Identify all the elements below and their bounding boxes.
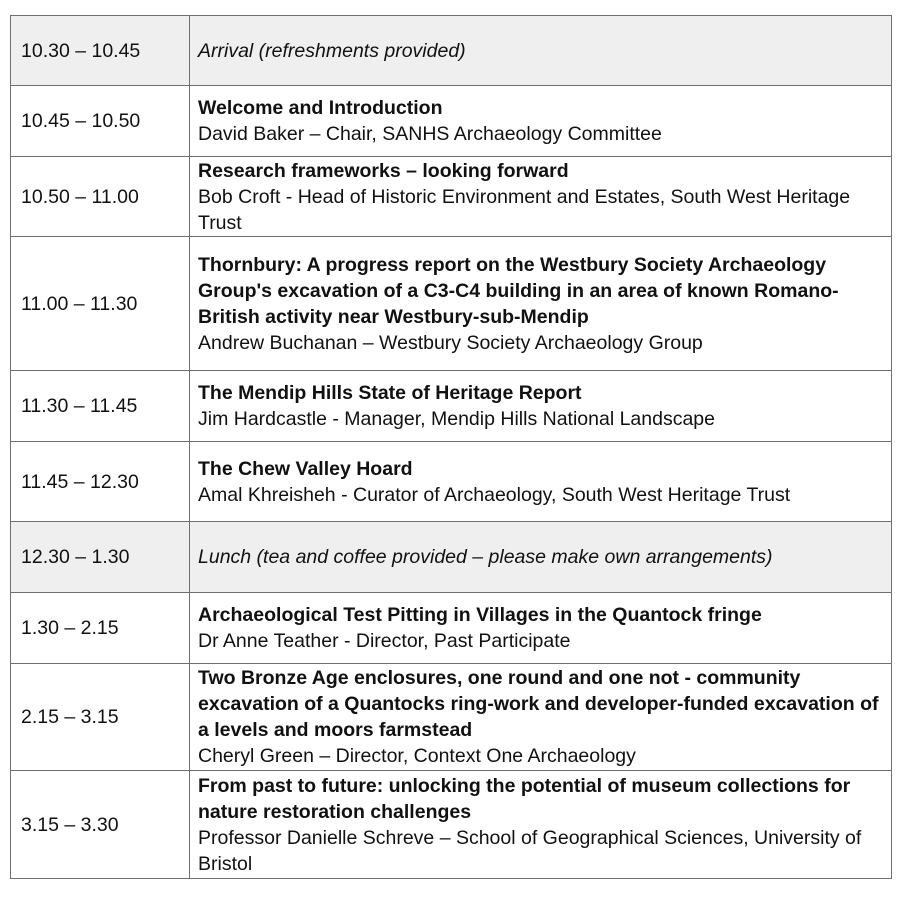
session-title: Research frameworks – looking forward: [198, 159, 569, 182]
table-row: [11, 771, 892, 879]
time-cell: 10.50 – 11.00: [11, 157, 190, 237]
session-title: Two Bronze Age enclosures, one round and one not - community excavation of a Quantocks ring-work and developer-funded excavation of a levels and moors farmstead: [198, 667, 879, 741]
session-cell: [190, 442, 892, 522]
session-cell: [190, 237, 892, 371]
time-cell: 11.00 – 11.30: [11, 237, 190, 371]
session-speaker: Andrew Buchanan – Westbury Society Archaeology Group: [198, 331, 703, 354]
table-row: [11, 593, 892, 664]
table-row: [11, 371, 892, 442]
session-title: The Chew Valley Hoard: [198, 457, 413, 480]
session-title: From past to future: unlocking the potential of museum collections for nature restoration challenges: [198, 774, 851, 823]
session-cell: [190, 771, 892, 879]
table-row: [11, 522, 892, 593]
session-note: Lunch (tea and coffee provided – please make own arrangements): [198, 546, 773, 568]
table-row: [11, 157, 892, 237]
session-cell: [190, 371, 892, 442]
session-cell: [190, 16, 892, 86]
session-speaker: David Baker – Chair, SANHS Archaeology Committee: [198, 123, 662, 145]
time-cell: 3.15 – 3.30: [11, 771, 190, 879]
table-row: [11, 664, 892, 771]
session-note: Arrival (refreshments provided): [198, 39, 466, 62]
session-speaker: Jim Hardcastle - Manager, Mendip Hills National Landscape: [198, 408, 715, 430]
session-cell: [190, 593, 892, 664]
schedule-table: [10, 15, 892, 879]
time-cell: 10.30 – 10.45: [11, 16, 190, 86]
session-title: The Mendip Hills State of Heritage Report: [198, 382, 582, 404]
time-cell: 11.45 – 12.30: [11, 442, 190, 522]
time-cell: 1.30 – 2.15: [11, 593, 190, 664]
session-cell: [190, 157, 892, 237]
session-speaker: Dr Anne Teather - Director, Past Participate: [198, 630, 571, 652]
session-cell: [190, 86, 892, 157]
table-row: [11, 86, 892, 157]
time-cell: 10.45 – 10.50: [11, 86, 190, 157]
session-speaker: Cheryl Green – Director, Context One Archaeology: [198, 745, 636, 767]
session-cell: [190, 522, 892, 593]
session-speaker: Professor Danielle Schreve – School of Geographical Sciences, University of Bristol: [198, 826, 862, 875]
time-cell: 12.30 – 1.30: [11, 522, 190, 593]
session-speaker: Amal Khreisheh - Curator of Archaeology, South West Heritage Trust: [198, 483, 791, 506]
session-title: Thornbury: A progress report on the Westbury Society Archaeology Group's excavation of a C3-C4 building in an area of known Romano-British activity near Westbury-sub-Mendip: [198, 253, 839, 328]
session-cell: [190, 664, 892, 771]
table-row: [11, 16, 892, 86]
session-title: Archaeological Test Pitting in Villages in the Quantock fringe: [198, 604, 762, 626]
session-speaker: Bob Croft - Head of Historic Environment and Estates, South West Heritage Trust: [198, 185, 851, 234]
session-title: Welcome and Introduction: [198, 97, 443, 119]
table-row: [11, 237, 892, 371]
time-cell: 11.30 – 11.45: [11, 371, 190, 442]
table-row: [11, 442, 892, 522]
time-cell: 2.15 – 3.15: [11, 664, 190, 771]
